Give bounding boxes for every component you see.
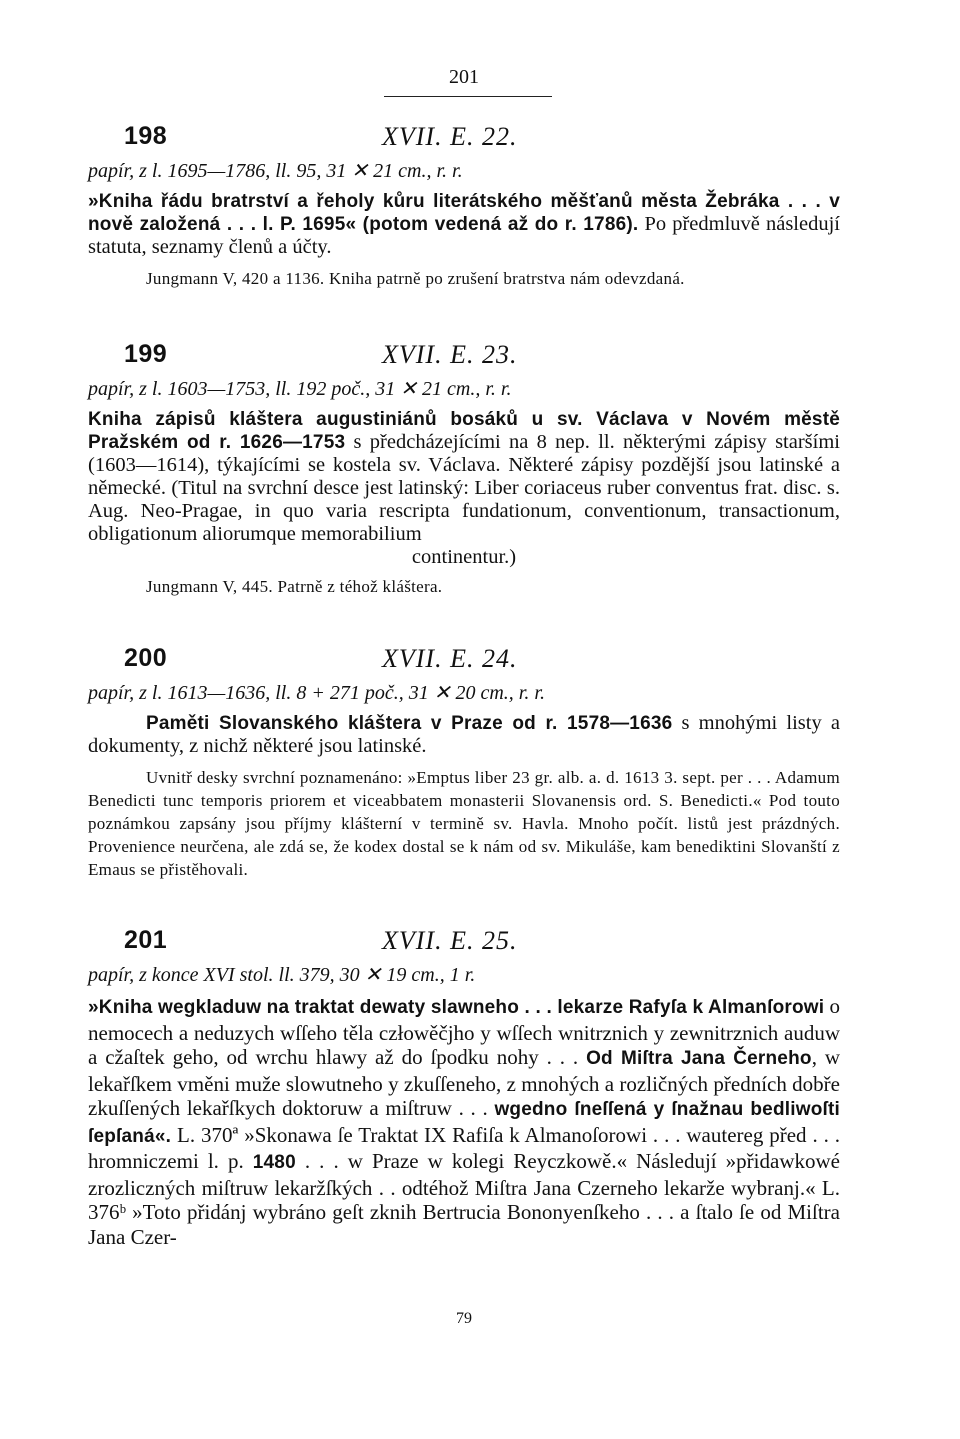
entry-number: 198 xyxy=(124,122,168,150)
entry-heading xyxy=(88,644,840,678)
entry-description xyxy=(88,994,840,1249)
document-page xyxy=(88,0,840,1439)
entry-signature: XVII. E. 24. xyxy=(382,644,518,673)
entry-text: o nemocech a neduzych wſſeho těla człowěčjho y wſſech wnitrznich y zewnitrznich auduw a cžaſtek geho, od wrchu hlawy až do ſpodku nohy . . . xyxy=(88,994,840,1069)
entry-description xyxy=(88,190,840,259)
entry-heading xyxy=(88,340,840,374)
entry-number: 201 xyxy=(124,926,168,954)
entry-title: Paměti Slovanského kláštera v Praze od r. 1578—1636 xyxy=(146,713,673,734)
header-rule xyxy=(384,96,552,97)
entry-text-end: continentur.) xyxy=(411,546,517,568)
entry-text: L. 370ª »Skonawa ſe Traktat IX Rafiſa k Almanoſorowi . . . wautereg před . . . hromniczemi l. p. xyxy=(88,1122,840,1173)
catalog-entry-200 xyxy=(88,644,840,881)
entry-text: , w lekařſkem vměni muže slowutneho y zkuſſeneho, z mnohých a rozličných předních dobře zkuſſených lekařſkych doktoruw a miſtruw . . . xyxy=(88,1045,841,1120)
entry-note: Uvnitř desky svrchní poznamenáno: »Emptus liber 23 gr. alb. a. d. 1613 3. sept. per . . . Adamum Benedicti tunc temporis priorem et viceabbatem monasterii Slovanensis ord. S. Benedicti.« Pod touto poznámkou zapsány jsou příjmy klášterní v termině sv. Havla. Mnoho počít. listů jest prázdných. Provenience neurčena, ale zdá se, že kodex dostal se k nám od sv. Mikuláše, kam benediktini Slovanští z Emaus se přistěhovali. xyxy=(88,768,840,879)
entry-text: Po předmluvě následují statuta, seznamy členů a účty. xyxy=(88,213,840,258)
entry-number: 199 xyxy=(124,340,168,368)
entry-heading xyxy=(88,926,840,960)
entry-text: s mnohými listy a dokumenty, z nichž některé jsou latinské. xyxy=(88,712,840,757)
entry-physical-description: papír, z l. 1695—1786, ll. 95, 31 ✕ 21 cm., r. r. xyxy=(88,160,463,182)
entry-signature: XVII. E. 25. xyxy=(382,926,518,955)
entry-author: Od Miſtra Jana Černeho xyxy=(586,1048,812,1069)
entry-title-end: wgedno ſneſſená y ſnažnau bedliwoſti ſepſaná«. xyxy=(88,1099,840,1147)
entry-description xyxy=(88,712,840,758)
entry-signature: XVII. E. 22. xyxy=(382,122,518,151)
entry-physical-description: papír, z konce XVI stol. ll. 379, 30 ✕ 19 cm., 1 r. xyxy=(88,964,476,986)
entry-text: . . . w Praze w kolegi Reyczkowě.« Následují »přidawkowé zrozliczných miſtruw lekaržſkých . . odtéhož Miſtra Jana Czerneho lekarže wybranj.« L. 376ᵇ »Toto přidánj wybráno geſt zknih Bertrucia Bononyenſkeho . . . a ſtalo ſe od Miſtra Jana Czer- xyxy=(88,1149,840,1249)
entry-title: »Kniha řádu bratrství a řeholy kůru literátského měšťanů města Žebráka . . . v nově založená . . . l. P. 1695« (potom vedená až do r. 1786). xyxy=(88,191,840,235)
entry-text: s předcházejícími na 8 nep. ll. některými zápisy staršími (1603—1614), týkajícími se kostela sv. Václava. Některé zápisy pozdější jsou latinské a německé. (Titul na svrchní desce jest latinský: Liber coriaceus ruber conventus frat. disc. s. Aug. Neo-Pragae, in quo varia rescripta fundationum, conventionum, transactionum, obligationum aliorumque memorabilium xyxy=(88,431,840,545)
entry-title: »Kniha wegkladuw na traktat dewaty slawneho . . . lekarze Rafyſa k Almanſorowi xyxy=(88,997,825,1018)
entry-title: Kniha zápisů kláštera augustiniánů bosáků u sv. Václava v Novém městě Pražském od r. 1626—1753 xyxy=(88,409,840,453)
catalog-entry-198 xyxy=(88,122,840,290)
entry-signature: XVII. E. 23. xyxy=(382,340,518,369)
entry-note: Jungmann V, 420 a 1136. Kniha patrně po zrušení bratrstva nám odevzdaná. xyxy=(146,269,685,288)
page-number: 201 xyxy=(449,66,479,88)
entry-number: 200 xyxy=(124,644,168,672)
footer-page-number: 79 xyxy=(456,1310,472,1327)
entry-description xyxy=(88,408,840,546)
entry-physical-description: papír, z l. 1613—1636, ll. 8 + 271 poč., 31 ✕ 20 cm., r. r. xyxy=(88,682,545,704)
entry-physical-description: papír, z l. 1603—1753, ll. 192 poč., 31 ✕ 21 cm., r. r. xyxy=(88,378,512,400)
catalog-entry-201 xyxy=(88,926,840,1249)
entry-heading xyxy=(88,122,840,156)
entry-year: 1480 xyxy=(252,1152,296,1173)
catalog-entry-199 xyxy=(88,340,840,598)
entry-note: Jungmann V, 445. Patrně z téhož kláštera. xyxy=(146,577,443,596)
